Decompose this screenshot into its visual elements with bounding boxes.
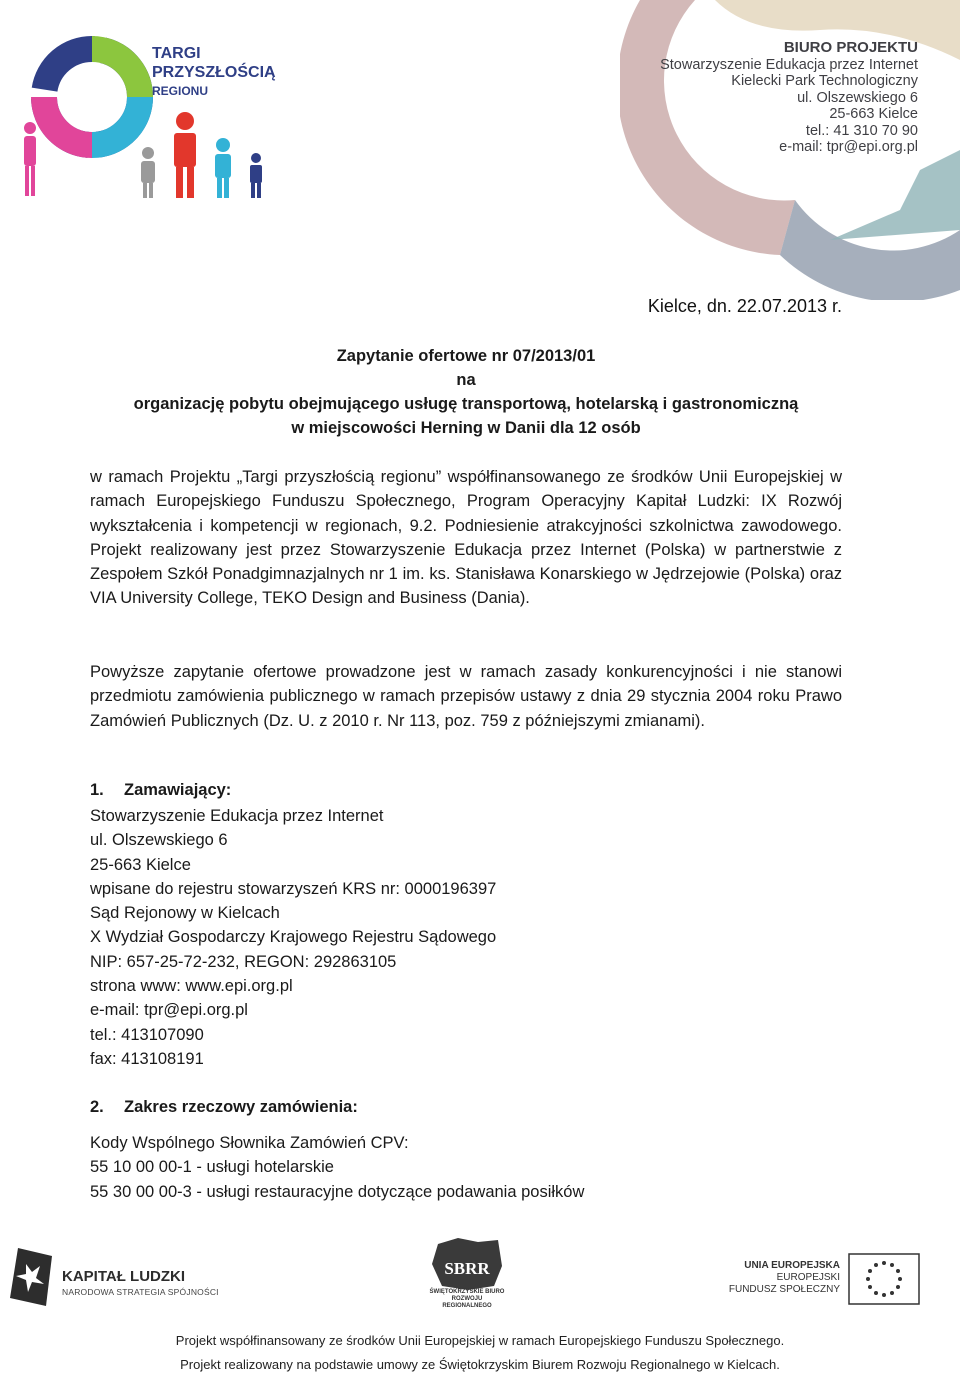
intro-paragraph: w ramach Projektu „Targi przyszłością regionu” współfinansowanego ze środków Unii Europejskiej w ramach Europejskiego Funduszu Społecznego, Program Operacyjny Kapitał Ludzki: IX Rozwój wykształcenia i kompetencji w regionach, 9.2. Podniesienie atrakcyjności szkolnictwa zawodowego. Projekt realizowany jest przez Stowarzyszenie Edukacja przez Internet (Polska) w partnerstwie z Zespołem Szkół Ponadgimnazjalnych nr 1 im. ks. Stanisława Konarskiego w Jędrzejowie (Polska) oraz VIA University College, TEKO Design and Business (Dania). [90, 468, 842, 608]
logo-line-3: REGIONU [152, 84, 209, 98]
detail-line: Stowarzyszenie Edukacja przez Internet [90, 807, 384, 825]
logo-line-1: TARGI [152, 45, 201, 62]
detail-line: Sąd Rejonowy w Kielcach [90, 904, 280, 923]
section-number: 1. [90, 781, 104, 799]
footer-note-cofinancing: Projekt współfinansowany ze środków Unii Europejskiej w ramach Europejskiego Funduszu Społecznego. [175, 1333, 785, 1348]
logo-wordmark [152, 44, 276, 101]
kapital-ludzki-title: KAPITAŁ LUDZKI [62, 1268, 186, 1285]
eu-label [720, 1260, 840, 1296]
detail-line: tel.: 413107090 [90, 1025, 204, 1044]
section-title: Zakres rzeczowy zamówienia: [124, 1098, 358, 1116]
title-line: w miejscowości Herning w Danii dla 12 osób [291, 419, 641, 437]
legal-paragraph: Powyższe zapytanie ofertowe prowadzone jest w ramach zasady konkurencyjności i nie stanowi przedmiotu zamówienia publicznego w ramach przepisów ustawy z dnia 29 stycznia 2004 roku Prawo Zamówień Publicznych (Dz. U. z 2010 r. Nr 113, poz. 759 z późniejszymi zmianami). [90, 663, 842, 730]
sbrr-subtitle: ŚWIĘTOKRZYSKIE BIURO ROZWOJU REGIONALNEGO [429, 1289, 505, 1309]
title-line: na [456, 371, 476, 389]
logo-line-2: PRZYSZŁOŚCIĄ [152, 64, 276, 81]
footer-note-agreement: Projekt realizowany na podstawie umowy ze Świętokrzyskim Biurem Rozwoju Regionalnego w Kielcach. [180, 1357, 780, 1372]
office-line: Stowarzyszenie Edukacja przez Internet [660, 56, 918, 73]
detail-line: strona www: www.epi.org.pl [90, 977, 293, 996]
section-number: 2. [90, 1098, 104, 1116]
project-office-address [660, 40, 918, 156]
office-line: e-mail: tpr@epi.org.pl [779, 139, 918, 155]
scope-details [90, 1131, 584, 1204]
detail-line: ul. Olszewskiego 6 [90, 831, 228, 850]
office-line: ul. Olszewskiego 6 [797, 89, 918, 106]
kapital-ludzki-logo [8, 1244, 56, 1310]
eu-line: EUROPEJSKI [776, 1272, 840, 1283]
section-1-heading [90, 781, 231, 800]
title-line: Zapytanie ofertowe nr 07/2013/01 [336, 347, 596, 365]
kapital-ludzki-subtitle: NARODOWA STRATEGIA SPÓJNOŚCI [62, 1287, 219, 1297]
detail-line: 25-663 Kielce [90, 855, 191, 874]
detail-line: fax: 413108191 [90, 1049, 204, 1068]
section-title: Zamawiający: [124, 781, 232, 799]
detail-line: X Wydział Gospodarczy Krajowego Rejestru Sądowego [90, 928, 497, 947]
detail-line: NIP: 657-25-72-232, REGON: 292863105 [90, 952, 397, 971]
eu-line: UNIA EUROPEJSKA [744, 1260, 840, 1271]
office-line: Kielecki Park Technologiczny [731, 73, 918, 89]
title-line: organizację pobytu obejmującego usługę transportową, hotelarską i gastronomiczną [133, 395, 799, 413]
office-line: tel.: 41 310 70 90 [805, 122, 918, 139]
detail-line: wpisane do rejestru stowarzyszeń KRS nr: 0000196397 [90, 879, 497, 898]
office-line: 25-663 Kielce [829, 106, 918, 122]
detail-line: 55 10 00 00-1 - usługi hotelarskie [90, 1158, 334, 1177]
detail-line: Kody Wspólnego Słownika Zamówień CPV: [90, 1134, 409, 1152]
sbrr-mark: SBRR [444, 1259, 490, 1278]
section-2-heading [90, 1098, 358, 1117]
document-title [90, 344, 842, 440]
office-heading: BIURO PROJEKTU [783, 39, 918, 56]
detail-line: 55 30 00 00-3 - usługi restauracyjne dotyczące podawania posiłków [90, 1182, 585, 1201]
ordering-party-details [90, 804, 496, 1071]
document-date: Kielce, dn. 22.07.2013 r. [647, 296, 842, 316]
eu-flag-icon [848, 1253, 920, 1305]
eu-line: FUNDUSZ SPOŁECZNY [728, 1284, 840, 1295]
detail-line: e-mail: tpr@epi.org.pl [90, 1001, 248, 1020]
